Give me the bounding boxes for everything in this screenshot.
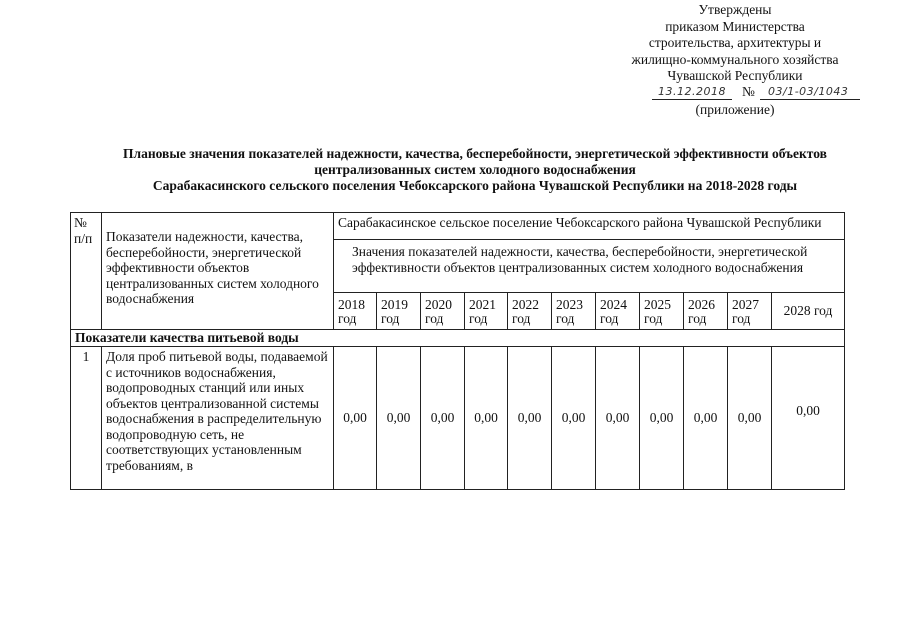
row-indicator-text: Доля проб питьевой воды, подаваемой с источников водоснабжения, водопроводных станций или иных объектов централизованной системы водоснабжения в распределительную водопроводную сеть, не соответствующих установленным требованиям, в: [106, 349, 328, 473]
date-underline: [652, 99, 732, 100]
header-indicator: Показатели надежности, качества, бесперебойности, энергетической эффективности объектов централизованных систем холодного водоснабжения: [102, 213, 334, 330]
indicators-table: [70, 212, 845, 490]
title-line: централизованных систем холодного водоснабжения: [314, 162, 636, 177]
row-value: 0,00: [772, 347, 845, 490]
row-value: 0,00: [334, 347, 377, 490]
number-underline: [760, 99, 860, 100]
approval-block: [600, 2, 870, 118]
year-header: 2027 год: [728, 293, 772, 330]
row-indicator: [102, 347, 334, 490]
attachment-label: (приложение): [695, 101, 775, 117]
header-num: № п/п: [71, 213, 102, 330]
row-value: 0,00: [508, 347, 552, 490]
document-title: [70, 146, 880, 194]
year-header: 2025 год: [640, 293, 684, 330]
title-line: Плановые значения показателей надежности, качества, бесперебойности, энергетической эффективности объектов: [123, 146, 827, 161]
order-number-label: №: [742, 83, 755, 99]
approval-line: Утверждены: [698, 2, 772, 17]
year-header: 2020 год: [421, 293, 465, 330]
year-header: 2024 год: [596, 293, 640, 330]
year-header: 2023 год: [552, 293, 596, 330]
table-row: [71, 347, 845, 490]
section-heading: Показатели качества питьевой воды: [71, 330, 845, 347]
order-date: 13.12.2018: [658, 84, 726, 98]
header-settlement: Сарабакасинское сельское поселение Чебоксарского района Чувашской Республики: [334, 213, 845, 240]
row-value: 0,00: [684, 347, 728, 490]
row-value: 0,00: [465, 347, 508, 490]
order-number: 03/1-03/1043: [768, 84, 849, 98]
year-header: 2018 год: [334, 293, 377, 330]
title-line: Сарабакасинского сельского поселения Чебоксарского района Чувашской Республики на 2018-2028 годы: [152, 178, 798, 193]
row-value: 0,00: [552, 347, 596, 490]
row-number: 1: [71, 347, 102, 490]
approval-line: строительства, архитектуры и: [648, 35, 822, 50]
row-value: 0,00: [640, 347, 684, 490]
approval-line: Чувашской Республики: [667, 68, 803, 83]
approval-line: приказом Министерства: [665, 18, 805, 34]
header-values: Значения показателей надежности, качества, бесперебойности, энергетической эффективности объектов централизованных систем холодного водоснабжения: [334, 240, 845, 293]
year-header: 2028 год: [772, 293, 845, 330]
row-value: 0,00: [377, 347, 421, 490]
approval-line: жилищно-коммунального хозяйства: [631, 51, 839, 67]
row-value: 0,00: [728, 347, 772, 490]
order-date-number-line: [600, 84, 870, 102]
year-header: 2019 год: [377, 293, 421, 330]
row-value: 0,00: [421, 347, 465, 490]
row-value: 0,00: [596, 347, 640, 490]
year-header: 2021 год: [465, 293, 508, 330]
year-header: 2022 год: [508, 293, 552, 330]
year-header: 2026 год: [684, 293, 728, 330]
